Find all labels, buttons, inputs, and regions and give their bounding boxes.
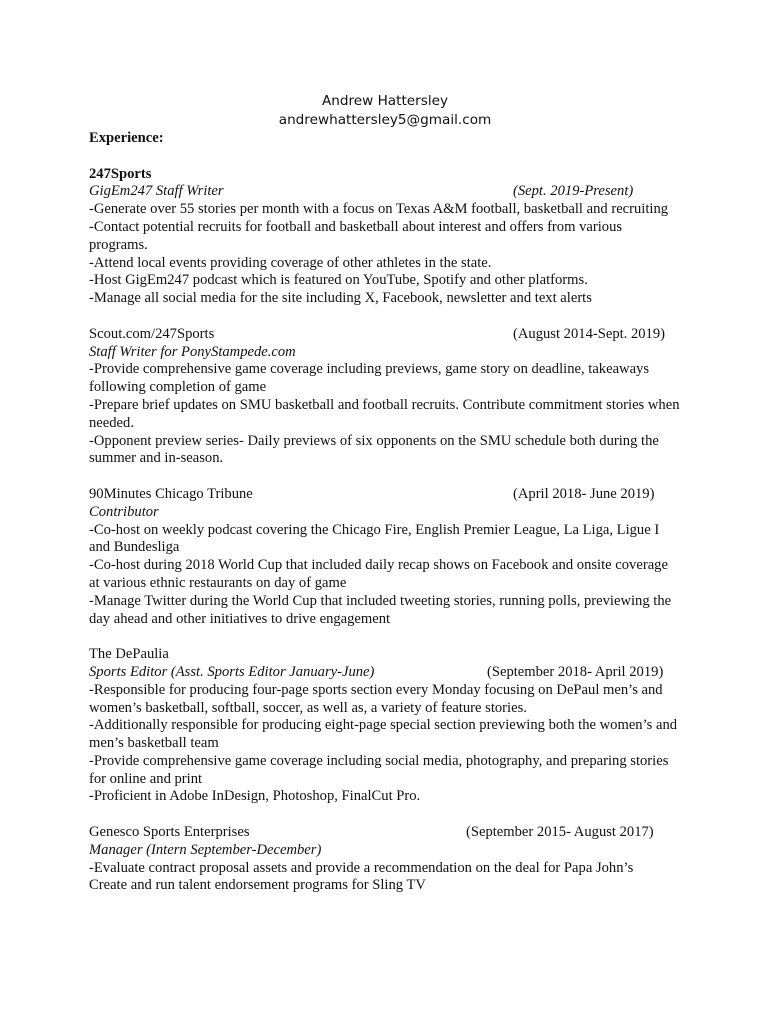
- candidate-email: andrewhattersley5@gmail.com: [278, 112, 492, 128]
- job-bullet: Create and run talent endorsement programs for Sling TV: [89, 877, 426, 894]
- spacer: [89, 468, 681, 486]
- job-bullet: -Prepare brief updates on SMU basketball and football recruits. Contribute commitment stories when needed.: [89, 396, 680, 431]
- job-bullet: -Host GigEm247 podcast which is featured on YouTube, Spotify and other platforms.: [89, 272, 588, 289]
- job-bullet: -Responsible for producing four-page sports section every Monday focusing on DePaul men’s and women’s basketball, softball, soccer, as well as, a variety of feature stories.: [89, 681, 663, 716]
- job-bullet: -Provide comprehensive game coverage including previews, game story on deadline, takeaways following completion of game: [89, 361, 650, 396]
- job-dates: (September 2015- August 2017): [466, 824, 654, 841]
- resume-page: [89, 92, 681, 895]
- job-title: Sports Editor (Asst. Sports Editor January-June): [89, 663, 375, 680]
- job-bullet: -Attend local events providing coverage of other athletes in the state.: [89, 254, 492, 271]
- job-dates: (August 2014-Sept. 2019): [513, 325, 666, 342]
- job-company-row: [89, 824, 681, 842]
- spacer: [89, 628, 681, 646]
- job-bullet: -Manage all social media for the site including X, Facebook, newsletter and text alerts: [89, 290, 592, 307]
- job-bullet: -Co-host during 2018 World Cup that included daily recap shows on Facebook and onsite coverage at various ethnic restaurants on day of game: [89, 557, 668, 591]
- job-company-row: [89, 486, 681, 504]
- spacer: [89, 806, 681, 824]
- job-title: Manager (Intern September-December): [89, 841, 322, 858]
- job-dates: (April 2018- June 2019): [513, 485, 655, 502]
- experience-heading: Experience:: [89, 130, 164, 146]
- job-bullet: -Contact potential recruits for football and basketball about interest and offers from various programs.: [89, 218, 623, 253]
- resume-header: [89, 92, 681, 130]
- job-title-row: [89, 183, 681, 201]
- job-company: Scout.com/247Sports: [89, 325, 215, 342]
- spacer: [89, 308, 681, 326]
- job-company: 247Sports: [89, 165, 152, 182]
- job-bullet: -Proficient in Adobe InDesign, Photoshop, FinalCut Pro.: [89, 788, 421, 805]
- job-bullet: -Evaluate contract proposal assets and provide a recommendation on the deal for Papa John’s: [89, 859, 634, 876]
- job-entry-247sports: [89, 166, 681, 308]
- job-entry-scout: [89, 326, 681, 468]
- job-entry-depaulia: [89, 646, 681, 806]
- candidate-name: Andrew Hattersley: [321, 93, 449, 109]
- job-company-row: [89, 326, 681, 344]
- job-bullet: -Generate over 55 stories per month with a focus on Texas A&M football, basketball and recruiting: [89, 201, 669, 218]
- job-entry-genesco: [89, 824, 681, 895]
- job-title-row: [89, 664, 681, 682]
- job-bullet: -Provide comprehensive game coverage including social media, photography, and preparing stories for online and print: [89, 752, 669, 787]
- job-bullet: -Opponent preview series- Daily previews of six opponents on the SMU schedule both during the summer and in-season.: [89, 432, 659, 467]
- job-company: 90Minutes Chicago Tribune: [89, 485, 253, 502]
- job-bullet: -Manage Twitter during the World Cup that included tweeting stories, running polls, previewing the day ahead and other initiatives to drive engagement: [89, 592, 672, 627]
- job-dates: (Sept. 2019-Present): [513, 183, 634, 200]
- job-title: Staff Writer for PonyStampede.com: [89, 343, 296, 360]
- job-company: Genesco Sports Enterprises: [89, 824, 250, 841]
- spacer: [89, 148, 681, 166]
- job-title: Contributor: [89, 503, 159, 520]
- job-company: The DePaulia: [89, 646, 169, 663]
- job-bullet: -Additionally responsible for producing eight-page special section previewing both the women’s and men’s basketball team: [89, 717, 678, 752]
- job-bullet: -Co-host on weekly podcast covering the Chicago Fire, English Premier League, La Liga, Ligue I and Bundesliga: [89, 521, 660, 556]
- job-title: GigEm247 Staff Writer: [89, 183, 224, 200]
- job-dates: (September 2018- April 2019): [487, 663, 664, 680]
- job-entry-90minutes: [89, 486, 681, 628]
